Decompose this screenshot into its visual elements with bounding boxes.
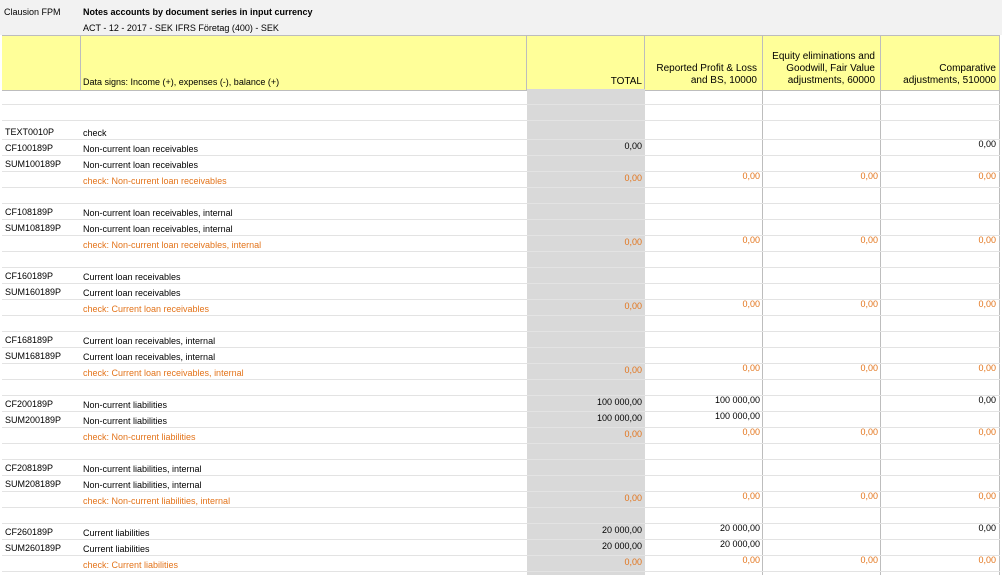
row-gridline bbox=[2, 203, 1000, 204]
total-value-cell[interactable]: 0,00 bbox=[624, 301, 642, 311]
equity-value-cell[interactable]: 0,00 bbox=[860, 555, 878, 565]
row-gridline bbox=[2, 411, 1000, 412]
comparative-value-cell[interactable]: 0,00 bbox=[978, 395, 996, 405]
header-line: adjustments, 510000 bbox=[903, 75, 996, 86]
equity-value-cell[interactable]: 0,00 bbox=[860, 491, 878, 501]
row-description-cell[interactable]: check: Non-current liabilities bbox=[83, 432, 196, 442]
reported-value-cell[interactable]: 0,00 bbox=[742, 171, 760, 181]
comparative-value-cell[interactable]: 0,00 bbox=[978, 491, 996, 501]
comparative-value-cell[interactable]: 0,00 bbox=[978, 139, 996, 149]
equity-value-cell[interactable]: 0,00 bbox=[860, 299, 878, 309]
row-gridline bbox=[2, 507, 1000, 508]
row-description-cell[interactable]: Current loan receivables, internal bbox=[83, 352, 216, 362]
row-description-cell[interactable]: Current loan receivables bbox=[83, 272, 181, 282]
row-description-cell[interactable]: Non-current liabilities bbox=[83, 416, 168, 426]
row-gridline bbox=[2, 379, 1000, 380]
app-label: Clausion FPM bbox=[4, 7, 61, 17]
reported-value-cell[interactable]: 0,00 bbox=[742, 299, 760, 309]
column-header-total[interactable]: TOTAL bbox=[610, 76, 642, 87]
total-value-cell[interactable]: 0,00 bbox=[624, 173, 642, 183]
row-description-cell[interactable]: check: Current liabilities bbox=[83, 560, 179, 570]
row-description-cell[interactable]: Current liabilities bbox=[83, 544, 150, 554]
column-header-comparative[interactable] bbox=[881, 63, 996, 87]
row-code-cell[interactable]: CF208189P bbox=[5, 463, 54, 473]
row-description-cell[interactable]: Non-current loan receivables bbox=[83, 160, 199, 170]
row-code-cell[interactable]: CF108189P bbox=[5, 207, 54, 217]
row-gridline bbox=[2, 315, 1000, 316]
comparative-value-cell[interactable]: 0,00 bbox=[978, 363, 996, 373]
header-line: Comparative bbox=[939, 63, 996, 74]
row-code-cell[interactable]: CF100189P bbox=[5, 143, 54, 153]
row-gridline bbox=[2, 459, 1000, 460]
total-value-cell[interactable]: 0,00 bbox=[624, 141, 642, 151]
row-gridline bbox=[2, 267, 1000, 268]
row-gridline bbox=[2, 251, 1000, 252]
row-gridline bbox=[2, 523, 1000, 524]
row-gridline bbox=[2, 104, 1000, 105]
header-line: Reported Profit & Loss bbox=[656, 63, 757, 74]
equity-value-cell[interactable]: 0,00 bbox=[860, 235, 878, 245]
row-gridline bbox=[2, 331, 1000, 332]
row-gridline bbox=[2, 120, 1000, 121]
row-description-cell[interactable]: Non-current liabilities, internal bbox=[83, 480, 202, 490]
reported-value-cell[interactable]: 0,00 bbox=[742, 363, 760, 373]
row-description-cell[interactable]: Non-current liabilities bbox=[83, 400, 168, 410]
row-description-cell[interactable]: Current loan receivables bbox=[83, 288, 181, 298]
row-description-cell[interactable]: Non-current liabilities, internal bbox=[83, 464, 202, 474]
reported-value-cell[interactable]: 20 000,00 bbox=[719, 523, 760, 533]
row-gridline bbox=[2, 219, 1000, 220]
total-value-cell[interactable]: 100 000,00 bbox=[596, 413, 642, 423]
row-gridline bbox=[2, 187, 1000, 188]
row-code-cell[interactable]: CF168189P bbox=[5, 335, 54, 345]
column-header-equity[interactable] bbox=[763, 51, 875, 87]
row-description-cell[interactable]: check: Current loan receivables, internal bbox=[83, 368, 244, 378]
row-code-cell[interactable]: SUM168189P bbox=[5, 351, 62, 361]
row-description-cell[interactable]: check: Non-current loan receivables, internal bbox=[83, 240, 262, 250]
row-code-cell[interactable]: SUM200189P bbox=[5, 415, 62, 425]
total-value-cell[interactable]: 100 000,00 bbox=[596, 397, 642, 407]
equity-value-cell[interactable]: 0,00 bbox=[860, 171, 878, 181]
column-divider bbox=[80, 35, 81, 90]
row-gridline bbox=[2, 283, 1000, 284]
row-description-cell[interactable]: Current liabilities bbox=[83, 528, 150, 538]
reported-value-cell[interactable]: 0,00 bbox=[742, 427, 760, 437]
comparative-value-cell[interactable]: 0,00 bbox=[978, 555, 996, 565]
row-description-cell[interactable]: check: Non-current liabilities, internal bbox=[83, 496, 231, 506]
report-subtitle: ACT - 12 - 2017 - SEK IFRS Företag (400) - SEK bbox=[83, 23, 279, 33]
header-line: Goodwill, Fair Value bbox=[786, 63, 875, 74]
row-gridline bbox=[2, 139, 1000, 140]
header-line: and BS, 10000 bbox=[690, 75, 757, 86]
column-header-reported[interactable] bbox=[645, 63, 757, 87]
row-code-cell[interactable]: SUM108189P bbox=[5, 223, 62, 233]
row-description-cell[interactable]: check: Current loan receivables bbox=[83, 304, 210, 314]
comparative-value-cell[interactable]: 0,00 bbox=[978, 299, 996, 309]
equity-value-cell[interactable]: 0,00 bbox=[860, 363, 878, 373]
data-signs-label: Data signs: Income (+), expenses (-), balance (+) bbox=[83, 77, 280, 87]
row-gridline bbox=[2, 347, 1000, 348]
header-line: Equity eliminations and bbox=[772, 51, 875, 62]
row-description-cell[interactable]: Non-current loan receivables, internal bbox=[83, 208, 233, 218]
comparative-value-cell[interactable]: 0,00 bbox=[978, 427, 996, 437]
column-divider bbox=[999, 35, 1000, 575]
row-gridline bbox=[2, 155, 1000, 156]
total-value-cell[interactable]: 20 000,00 bbox=[601, 541, 642, 551]
reported-value-cell[interactable]: 0,00 bbox=[742, 491, 760, 501]
reported-value-cell[interactable]: 100 000,00 bbox=[714, 411, 760, 421]
row-gridline bbox=[2, 443, 1000, 444]
reported-value-cell[interactable]: 20 000,00 bbox=[719, 539, 760, 549]
row-gridline bbox=[2, 475, 1000, 476]
reported-value-cell[interactable]: 0,00 bbox=[742, 555, 760, 565]
equity-value-cell[interactable]: 0,00 bbox=[860, 427, 878, 437]
reported-value-cell[interactable]: 100 000,00 bbox=[714, 395, 760, 405]
row-code-cell[interactable]: SUM260189P bbox=[5, 543, 62, 553]
row-code-cell[interactable]: CF160189P bbox=[5, 271, 54, 281]
row-code-cell[interactable]: SUM100189P bbox=[5, 159, 62, 169]
reported-value-cell[interactable]: 0,00 bbox=[742, 235, 760, 245]
row-code-cell[interactable]: CF260189P bbox=[5, 527, 54, 537]
row-gridline bbox=[2, 395, 1000, 396]
row-gridline bbox=[2, 571, 1000, 572]
row-code-cell[interactable]: SUM160189P bbox=[5, 287, 62, 297]
total-value-cell[interactable]: 20 000,00 bbox=[601, 525, 642, 535]
row-description-cell[interactable]: Non-current loan receivables bbox=[83, 144, 199, 154]
row-code-cell[interactable]: TEXT0010P bbox=[5, 127, 55, 137]
header-line: adjustments, 60000 bbox=[787, 75, 875, 86]
row-code-cell[interactable]: SUM208189P bbox=[5, 479, 62, 489]
comparative-value-cell[interactable]: 0,00 bbox=[978, 523, 996, 533]
total-value-cell[interactable]: 0,00 bbox=[624, 365, 642, 375]
total-value-cell[interactable]: 0,00 bbox=[624, 493, 642, 503]
report-title: Notes accounts by document series in input currency bbox=[83, 7, 313, 17]
row-description-cell[interactable]: Non-current loan receivables, internal bbox=[83, 224, 233, 234]
total-value-cell[interactable]: 0,00 bbox=[624, 429, 642, 439]
row-description-cell[interactable]: check bbox=[83, 128, 107, 138]
row-code-cell[interactable]: CF200189P bbox=[5, 399, 54, 409]
comparative-value-cell[interactable]: 0,00 bbox=[978, 171, 996, 181]
comparative-value-cell[interactable]: 0,00 bbox=[978, 235, 996, 245]
total-value-cell[interactable]: 0,00 bbox=[624, 557, 642, 567]
row-description-cell[interactable]: Current loan receivables, internal bbox=[83, 336, 216, 346]
total-value-cell[interactable]: 0,00 bbox=[624, 237, 642, 247]
row-gridline bbox=[2, 539, 1000, 540]
row-description-cell[interactable]: check: Non-current loan receivables bbox=[83, 176, 227, 186]
